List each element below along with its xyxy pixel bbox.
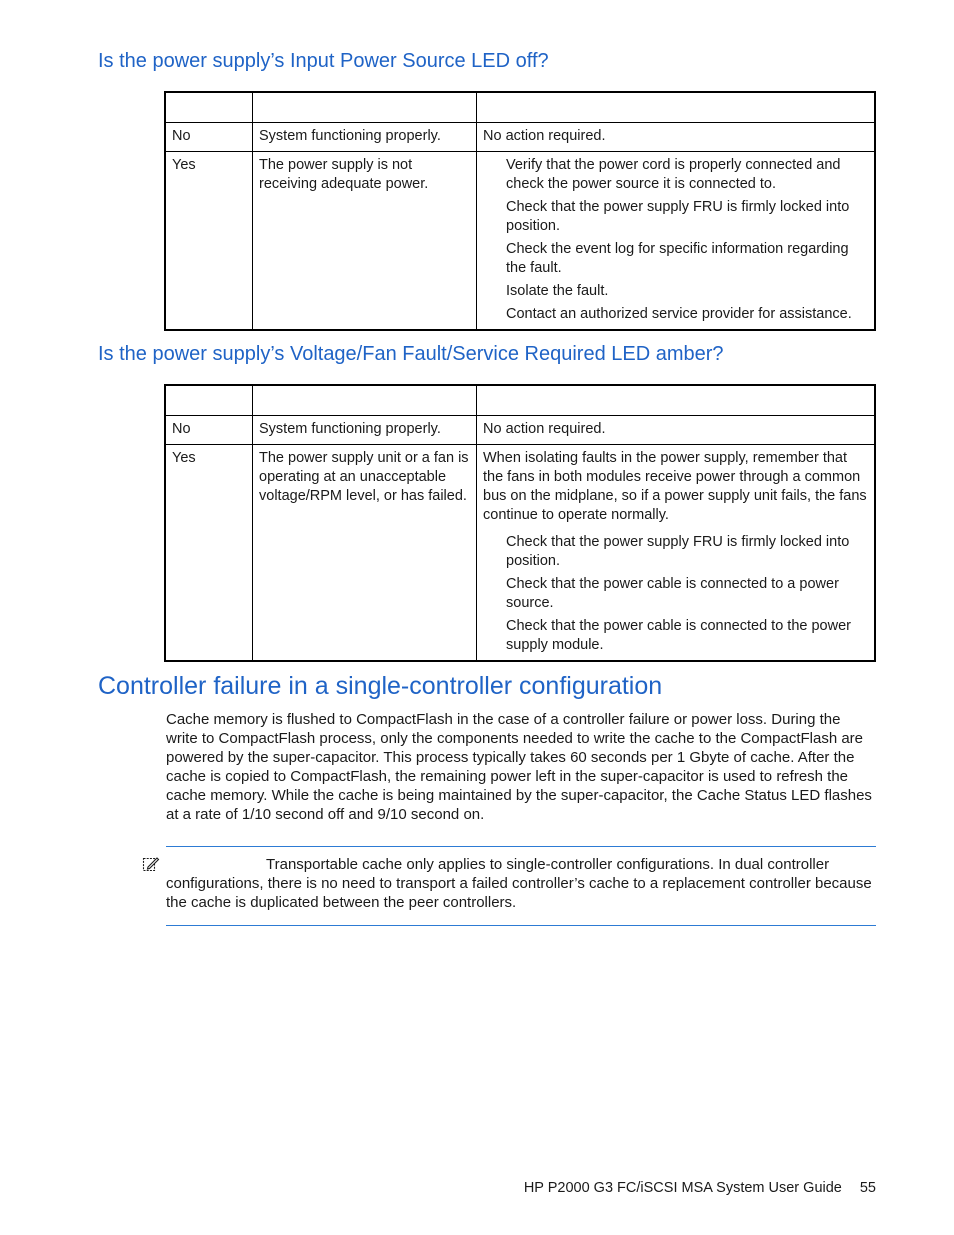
action-cell	[477, 416, 876, 445]
action-text: No action required.	[483, 128, 606, 144]
table-header-row	[165, 92, 875, 123]
action-step: Contact an authorized service provider for assistance.	[506, 306, 852, 322]
note-pencil-icon	[142, 855, 160, 873]
action-step: Check that the power cable is connected to a power source.	[506, 576, 839, 611]
section-heading-controller-failure: Controller failure in a single-controller configuration	[98, 672, 663, 700]
action-cell	[477, 123, 876, 152]
action-step: Isolate the fault.	[506, 283, 609, 299]
action-steps-list	[483, 533, 868, 655]
action-step: Check that the power supply FRU is firmly locked into position.	[506, 199, 850, 234]
header-cell	[253, 92, 477, 123]
action-cell	[477, 445, 876, 662]
answer-cell: No	[165, 123, 253, 152]
answer-cell: Yes	[165, 445, 253, 662]
action-steps-list	[483, 156, 868, 324]
action-step: Verify that the power cord is properly connected and check the power source it is connected to.	[506, 157, 841, 192]
header-cell	[165, 92, 253, 123]
page-footer	[524, 1180, 876, 1196]
header-cell	[165, 385, 253, 416]
action-text: When isolating faults in the power supply, remember that the fans in both modules receive power through a common bus on the midplane, so if a power supply unit fails, the fans continue to operate normally.	[483, 450, 867, 523]
fan-fault-table	[164, 384, 876, 662]
answer-cell: Yes	[165, 152, 253, 331]
table-row	[165, 445, 875, 662]
note-text: Transportable cache only applies to single-controller configurations. In dual controller configurations, there is no need to transport a failed controller’s cache to a replacement controller because the cache is duplicated between the peer controllers.	[166, 856, 872, 911]
footer-title: HP P2000 G3 FC/iSCSI MSA System User Guide	[523, 1180, 842, 1196]
page-number: 55	[859, 1180, 876, 1196]
header-cell	[477, 92, 876, 123]
section-heading-fan-fault: Is the power supply’s Voltage/Fan Fault/Service Required LED amber?	[98, 343, 724, 365]
action-text: No action required.	[483, 421, 606, 437]
note-box	[166, 846, 876, 926]
meaning-cell: The power supply unit or a fan is operating at an unacceptable voltage/RPM level, or has failed.	[253, 445, 477, 662]
meaning-cell: The power supply is not receiving adequate power.	[253, 152, 477, 331]
action-step: Check that the power cable is connected to the power supply module.	[506, 618, 851, 653]
table-row	[165, 152, 875, 331]
header-cell	[477, 385, 876, 416]
answer-cell: No	[165, 416, 253, 445]
action-step: Check the event log for specific information regarding the fault.	[506, 241, 849, 276]
meaning-cell: System functioning properly.	[253, 123, 477, 152]
header-cell	[253, 385, 477, 416]
table-row	[165, 123, 875, 152]
action-cell	[477, 152, 876, 331]
input-power-table	[164, 91, 876, 331]
table-header-row	[165, 385, 875, 416]
controller-failure-paragraph: Cache memory is flushed to CompactFlash in the case of a controller failure or power loss. During the write to CompactFlash process, only the components needed to write the cache to the CompactFlash are powered by the super-capacitor. This process typically takes 60 seconds per 1 Gbyte of cache. After the cache is copied to CompactFlash, the remaining power left in the super-capacitor is used to refresh the cache memory. While the cache is being maintained by the super-capacitor, the Cache Status LED flashes at a rate of 1/10 second off and 9/10 second on.	[166, 711, 872, 823]
section-heading-input-power: Is the power supply’s Input Power Source LED off?	[98, 50, 549, 72]
action-step: Check that the power supply FRU is firmly locked into position.	[506, 534, 850, 569]
table-row	[165, 416, 875, 445]
meaning-cell: System functioning properly.	[253, 416, 477, 445]
